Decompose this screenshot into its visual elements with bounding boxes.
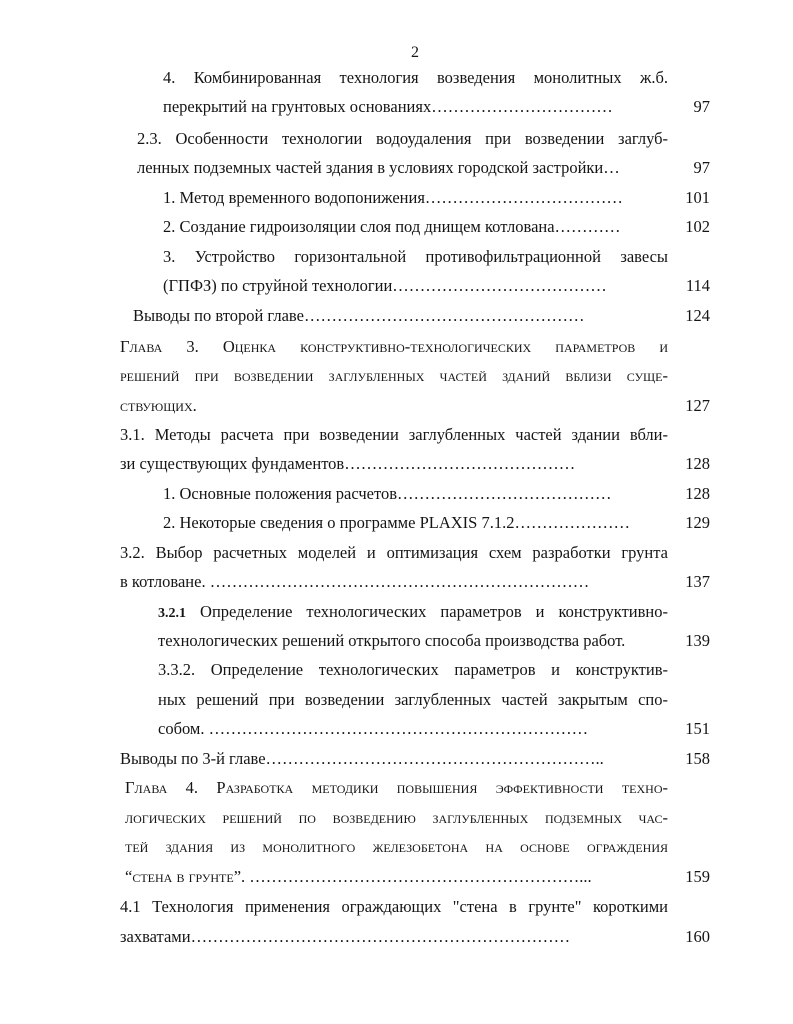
toc-page-ref: 124 [685,306,710,325]
toc-entry-text: Определение технологических параметров и конструктивно- [186,602,668,621]
toc-entry-line: Выводы по второй главе…………………………………………… [133,306,585,325]
toc-page-ref: 102 [685,217,710,236]
toc-entry-line: захватами…………………………………………………………… [120,927,571,946]
toc-page-ref: 128 [685,484,710,503]
toc-entry-line: Выводы по 3-й главе…………………………………………………….. [120,749,604,768]
toc-entry-line: 3.1. Методы расчета при возведении заглубленных частей здании вбли- [120,425,668,444]
chapter-heading-line: ствующих. [120,396,197,415]
chapter-heading-line: логических решений по возведению заглубленных подземных час- [125,808,668,827]
toc-page-ref: 137 [685,572,710,591]
toc-page-ref: 127 [685,396,710,415]
toc-entry-line: 2. Создание гидроизоляции слоя под днищем котлована………… [163,217,621,236]
toc-page-ref: 97 [693,158,710,177]
toc-entry-line: (ГПФЗ) по струйной технологии………………………………… [163,276,607,295]
section-number: 3.2.1 [158,606,186,621]
toc-page-ref: 160 [685,927,710,946]
toc-page-ref: 139 [685,631,710,650]
toc-entry-line: перекрытий на грунтовых основаниях…………………………… [163,97,613,116]
toc-entry-line [158,602,668,624]
toc-entry-line: 3. Устройство горизонтальной противофильтрационной завесы [163,247,668,266]
toc-page-ref: 128 [685,454,710,473]
toc-page-ref: 129 [685,513,710,532]
toc-page-ref: 101 [685,188,710,207]
chapter-heading-line: Глава 3. Оценка конструктивно-технологических параметров и [120,337,668,356]
toc-entry-line: 1. Метод временного водопонижения……………………………… [163,188,623,207]
toc-entry-line: ных решений при возведении заглубленных частей закрытым спо- [158,690,668,709]
toc-page-ref: 97 [693,97,710,116]
toc-page-ref: 159 [685,867,710,886]
toc-entry-line: 2. Некоторые сведения о программе PLAXIS 7.1.2………………… [163,513,630,532]
toc-entry-line: зи существующих фундаментов…………………………………… [120,454,576,473]
toc-entry-line: собом. …………………………………………………………… [158,719,589,738]
page-number: 2 [411,44,419,61]
toc-page-ref: 158 [685,749,710,768]
chapter-heading-line: решений при возведении заглубленных частей зданий вблизи суще- [120,366,668,385]
toc-entry-line: 4. Комбинированная технология возведения монолитных ж.б. [163,68,668,87]
toc-entry-line: 4.1 Технология применения ограждающих "стена в грунте" короткими [120,897,668,916]
toc-page-ref: 114 [685,276,710,295]
toc-entry-line: 1. Основные положения расчетов………………………………… [163,484,612,503]
chapter-heading-line: “стена в грунте”. ……………………………………………………... [125,867,592,886]
toc-entry-line: ленных подземных частей здания в условиях городской застройки… [137,158,620,177]
toc-entry-line: технологических решений открытого способа производства работ. [158,631,626,650]
toc-entry-line: в котловане. …………………………………………………………… [120,572,590,591]
chapter-heading-line: тей здания из монолитного железобетона на основе ограждения [125,837,668,856]
toc-entry-line: 3.3.2. Определение технологических параметров и конструктив- [158,660,668,679]
chapter-heading-line: Глава 4. Разработка методики повышения эффективности техно- [125,778,668,797]
toc-entry-line: 3.2. Выбор расчетных моделей и оптимизация схем разработки грунта [120,543,668,562]
toc-page-ref: 151 [685,719,710,738]
toc-entry-line: 2.3. Особенности технологии водоудаления при возведении заглуб- [137,129,668,148]
